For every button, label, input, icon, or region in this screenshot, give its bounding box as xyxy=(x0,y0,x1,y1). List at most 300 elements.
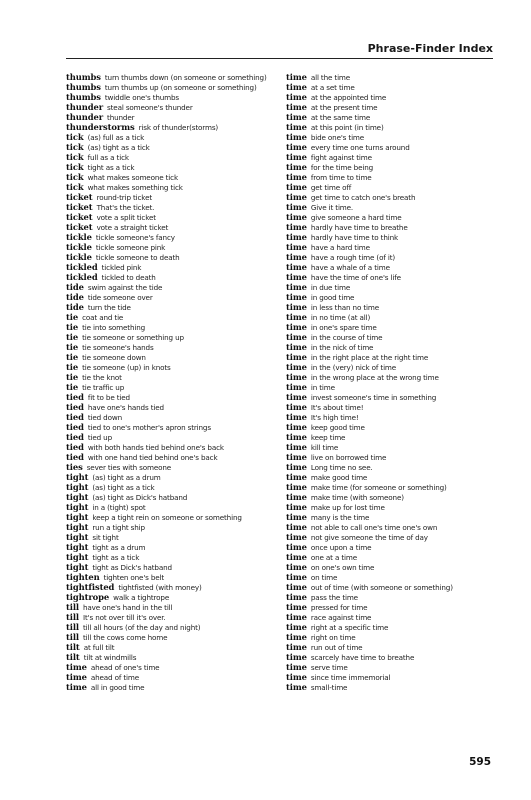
entry-phrase: race against time xyxy=(310,613,372,622)
entry-keyword: tighten xyxy=(66,572,100,582)
index-entry xyxy=(66,152,282,162)
index-entry xyxy=(286,622,494,632)
entry-phrase: in due time xyxy=(310,283,351,292)
entry-keyword: tight xyxy=(66,532,89,542)
entry-keyword: till xyxy=(66,602,80,612)
entry-keyword: time xyxy=(286,402,307,412)
index-entry xyxy=(66,522,282,532)
index-entry xyxy=(66,382,282,392)
entry-keyword: time xyxy=(286,152,307,162)
index-entry xyxy=(286,292,494,302)
entry-keyword: time xyxy=(286,232,307,242)
entry-keyword: time xyxy=(286,552,307,562)
index-entry xyxy=(66,252,282,262)
index-entry xyxy=(66,662,282,672)
entry-keyword: time xyxy=(286,532,307,542)
entry-keyword: ties xyxy=(66,462,83,472)
entry-keyword: tie xyxy=(66,312,79,322)
entry-phrase: right on time xyxy=(310,633,356,642)
index-entry xyxy=(286,632,494,642)
entry-phrase: ahead of one's time xyxy=(90,663,160,672)
entry-phrase: pass the time xyxy=(310,593,358,602)
entry-phrase: fit to be tied xyxy=(87,393,130,402)
entry-keyword: tickle xyxy=(66,252,92,262)
index-entry xyxy=(66,72,282,82)
entry-phrase: make time (with someone) xyxy=(310,493,404,502)
index-entry xyxy=(66,562,282,572)
entry-keyword: time xyxy=(286,102,307,112)
entry-phrase: with one hand tied behind one's back xyxy=(87,453,218,462)
index-entry xyxy=(66,292,282,302)
entry-keyword: tight xyxy=(66,522,89,532)
entry-keyword: tie xyxy=(66,332,79,342)
index-entry xyxy=(66,622,282,632)
index-entry xyxy=(286,392,494,402)
entry-phrase: have one's hand in the till xyxy=(83,603,173,612)
entry-keyword: tilt xyxy=(66,652,80,662)
entry-phrase: tie someone down xyxy=(82,353,146,362)
index-entry xyxy=(66,112,282,122)
entry-keyword: tied xyxy=(66,412,84,422)
entry-keyword: ticket xyxy=(66,192,93,202)
index-entry xyxy=(66,222,282,232)
entry-keyword: time xyxy=(286,192,307,202)
entry-keyword: time xyxy=(286,612,307,622)
index-entry xyxy=(286,522,494,532)
entry-phrase: at the appointed time xyxy=(310,93,387,102)
entry-phrase: right at a specific time xyxy=(310,623,389,632)
entry-keyword: time xyxy=(286,132,307,142)
index-entry xyxy=(286,402,494,412)
entry-keyword: time xyxy=(286,252,307,262)
entry-keyword: thumbs xyxy=(66,82,101,92)
entry-keyword: time xyxy=(286,292,307,302)
index-entry xyxy=(66,302,282,312)
index-entry xyxy=(286,102,494,112)
index-entry xyxy=(286,262,494,272)
index-entry xyxy=(66,442,282,452)
entry-phrase: tickled pink xyxy=(101,263,142,272)
entry-keyword: time xyxy=(286,372,307,382)
index-entry xyxy=(286,172,494,182)
entry-keyword: tight xyxy=(66,492,89,502)
entry-keyword: tickled xyxy=(66,262,98,272)
entry-phrase: tie into something xyxy=(82,323,146,332)
index-entry xyxy=(66,672,282,682)
entry-keyword: time xyxy=(286,392,307,402)
entry-keyword: thunder xyxy=(66,102,104,112)
index-entry xyxy=(286,242,494,252)
entry-phrase: (as) tight as a drum xyxy=(92,473,161,482)
index-entry xyxy=(286,212,494,222)
entry-keyword: thunder xyxy=(66,112,104,122)
index-entry xyxy=(66,342,282,352)
entry-phrase: make time (for someone or something) xyxy=(310,483,447,492)
index-entry xyxy=(286,142,494,152)
entry-keyword: time xyxy=(286,452,307,462)
entry-keyword: time xyxy=(286,112,307,122)
index-entry xyxy=(286,252,494,262)
entry-phrase: tie someone (up) in knots xyxy=(82,363,171,372)
index-entry xyxy=(66,472,282,482)
entry-phrase: have a whale of a time xyxy=(310,263,390,272)
entry-phrase: make good time xyxy=(310,473,368,482)
index-entry xyxy=(286,672,494,682)
entry-phrase: out of time (with someone or something) xyxy=(310,583,453,592)
index-entry xyxy=(66,202,282,212)
entry-phrase: tighten one's belt xyxy=(103,573,165,582)
entry-phrase: coat and tie xyxy=(82,313,124,322)
entry-phrase: hardly have time to think xyxy=(310,233,399,242)
index-entry xyxy=(286,192,494,202)
index-entry xyxy=(66,592,282,602)
entry-phrase: tickle someone pink xyxy=(95,243,166,252)
index-entry xyxy=(286,352,494,362)
header-divider xyxy=(66,58,493,59)
entry-keyword: thumbs xyxy=(66,92,101,102)
index-entry xyxy=(66,282,282,292)
index-entry xyxy=(66,542,282,552)
entry-keyword: time xyxy=(286,142,307,152)
entry-keyword: tightfisted xyxy=(66,582,115,592)
entry-keyword: time xyxy=(286,362,307,372)
entry-phrase: one at a time xyxy=(310,553,357,562)
index-entry xyxy=(286,592,494,602)
index-entry xyxy=(66,452,282,462)
entry-phrase: fight against time xyxy=(310,153,372,162)
entry-phrase: invest someone's time in something xyxy=(310,393,437,402)
entry-keyword: tide xyxy=(66,282,84,292)
entry-keyword: time xyxy=(286,442,307,452)
index-entry xyxy=(286,542,494,552)
entry-phrase: every time one turns around xyxy=(310,143,410,152)
entry-phrase: tied up xyxy=(87,433,112,442)
entry-keyword: time xyxy=(286,302,307,312)
index-entry xyxy=(286,382,494,392)
index-entry xyxy=(286,72,494,82)
entry-keyword: time xyxy=(286,342,307,352)
entry-keyword: tide xyxy=(66,302,84,312)
entry-keyword: time xyxy=(286,672,307,682)
entry-phrase: tickle someone to death xyxy=(95,253,180,262)
entry-keyword: tick xyxy=(66,132,84,142)
page-number: 595 xyxy=(469,756,491,768)
entry-phrase: get time off xyxy=(310,183,352,192)
running-head-title: Phrase-Finder Index xyxy=(367,42,493,55)
index-entry xyxy=(286,312,494,322)
entry-phrase: tide someone over xyxy=(87,293,153,302)
entry-phrase: at this point (in time) xyxy=(310,123,384,132)
entry-keyword: time xyxy=(286,122,307,132)
entry-phrase: make up for lost time xyxy=(310,503,385,512)
entry-phrase: tight as a drum xyxy=(92,543,146,552)
entry-phrase: Give it time. xyxy=(310,203,354,212)
index-entry xyxy=(286,482,494,492)
index-entry xyxy=(286,272,494,282)
index-entry xyxy=(286,92,494,102)
entry-keyword: time xyxy=(286,322,307,332)
index-entry xyxy=(286,332,494,342)
index-entry xyxy=(66,142,282,152)
index-entry xyxy=(286,572,494,582)
entry-phrase: run out of time xyxy=(310,643,363,652)
entry-keyword: time xyxy=(286,92,307,102)
entry-phrase: swim against the tide xyxy=(87,283,163,292)
entry-keyword: time xyxy=(286,462,307,472)
index-entry xyxy=(66,482,282,492)
entry-keyword: time xyxy=(66,682,87,692)
index-entry xyxy=(286,432,494,442)
entry-phrase: in no time (at all) xyxy=(310,313,371,322)
index-entry xyxy=(286,362,494,372)
entry-phrase: at the same time xyxy=(310,113,371,122)
entry-phrase: (as) tight as a tick xyxy=(87,143,150,152)
entry-keyword: time xyxy=(286,602,307,612)
entry-keyword: tight xyxy=(66,512,89,522)
index-entry xyxy=(66,602,282,612)
entry-phrase: keep time xyxy=(310,433,346,442)
entry-keyword: tied xyxy=(66,402,84,412)
entry-keyword: time xyxy=(286,512,307,522)
entry-phrase: in the course of time xyxy=(310,333,383,342)
entry-keyword: time xyxy=(286,642,307,652)
entry-keyword: ticket xyxy=(66,202,93,212)
entry-phrase: round-trip ticket xyxy=(96,193,153,202)
entry-phrase: vote a straight ticket xyxy=(96,223,169,232)
entry-keyword: tick xyxy=(66,162,84,172)
entry-keyword: tie xyxy=(66,322,79,332)
entry-phrase: turn thumbs up (on someone or something) xyxy=(104,83,257,92)
entry-keyword: time xyxy=(286,662,307,672)
entry-keyword: tied xyxy=(66,422,84,432)
index-entry xyxy=(286,322,494,332)
entry-phrase: (as) full as a tick xyxy=(87,133,145,142)
entry-phrase: have a hard time xyxy=(310,243,370,252)
entry-keyword: till xyxy=(66,632,80,642)
index-entry xyxy=(66,232,282,242)
entry-phrase: in the wrong place at the wrong time xyxy=(310,373,439,382)
entry-phrase: in the nick of time xyxy=(310,343,374,352)
entry-phrase: what makes something tick xyxy=(87,183,183,192)
entry-phrase: till all hours (of the day and night) xyxy=(83,623,201,632)
entry-phrase: sever ties with someone xyxy=(86,463,172,472)
entry-keyword: tight xyxy=(66,542,89,552)
index-column-right xyxy=(286,72,494,692)
index-entry xyxy=(286,532,494,542)
index-entry xyxy=(286,652,494,662)
index-entry xyxy=(286,422,494,432)
entry-phrase: tightfisted (with money) xyxy=(118,583,202,592)
entry-phrase: give someone a hard time xyxy=(310,213,402,222)
index-entry xyxy=(286,222,494,232)
entry-keyword: time xyxy=(66,662,87,672)
index-entry xyxy=(286,162,494,172)
index-entry xyxy=(66,392,282,402)
entry-keyword: tight xyxy=(66,562,89,572)
index-entry xyxy=(286,282,494,292)
entry-keyword: tight xyxy=(66,472,89,482)
entry-keyword: tick xyxy=(66,182,84,192)
entry-phrase: all the time xyxy=(310,73,351,82)
entry-keyword: time xyxy=(286,332,307,342)
index-entry xyxy=(66,162,282,172)
index-entry xyxy=(286,302,494,312)
entry-phrase: in the right place at the right time xyxy=(310,353,429,362)
entry-phrase: tie the knot xyxy=(82,373,122,382)
index-entry xyxy=(286,372,494,382)
index-entry xyxy=(66,552,282,562)
entry-phrase: tilt at windmills xyxy=(83,653,137,662)
entry-keyword: tie xyxy=(66,362,79,372)
index-entry xyxy=(66,182,282,192)
index-entry xyxy=(66,352,282,362)
entry-phrase: since time immemorial xyxy=(310,673,391,682)
entry-phrase: tight as a tick xyxy=(87,163,135,172)
index-entry xyxy=(286,582,494,592)
index-entry xyxy=(66,432,282,442)
entry-phrase: keep a tight rein on someone or something xyxy=(92,513,242,522)
index-entry xyxy=(66,652,282,662)
entry-keyword: time xyxy=(286,502,307,512)
entry-keyword: tide xyxy=(66,292,84,302)
entry-keyword: time xyxy=(286,522,307,532)
entry-keyword: time xyxy=(286,582,307,592)
index-entry xyxy=(66,172,282,182)
entry-keyword: time xyxy=(286,432,307,442)
entry-keyword: time xyxy=(286,412,307,422)
entry-keyword: till xyxy=(66,612,80,622)
entry-keyword: time xyxy=(286,382,307,392)
entry-phrase: with both hands tied behind one's back xyxy=(87,443,224,452)
index-entry xyxy=(66,372,282,382)
entry-keyword: time xyxy=(286,182,307,192)
entry-phrase: It's high time! xyxy=(310,413,359,422)
entry-phrase: kill time xyxy=(310,443,339,452)
index-entry xyxy=(286,182,494,192)
entry-phrase: sit tight xyxy=(92,533,119,542)
index-entry xyxy=(66,122,282,132)
index-entry xyxy=(66,322,282,332)
entry-keyword: tick xyxy=(66,172,84,182)
entry-keyword: time xyxy=(286,632,307,642)
entry-phrase: not able to call one's time one's own xyxy=(310,523,438,532)
entry-phrase: (as) tight as a tick xyxy=(92,483,155,492)
entry-phrase: for the time being xyxy=(310,163,374,172)
index-entry xyxy=(66,532,282,542)
entry-phrase: steal someone's thunder xyxy=(107,103,193,112)
entry-phrase: ahead of time xyxy=(90,673,139,682)
entry-phrase: twiddle one's thumbs xyxy=(104,93,180,102)
entry-phrase: run a tight ship xyxy=(92,523,145,532)
index-entry xyxy=(66,412,282,422)
index-entry xyxy=(286,202,494,212)
entry-phrase: in time xyxy=(310,383,335,392)
entry-keyword: time xyxy=(286,542,307,552)
entry-keyword: time xyxy=(286,482,307,492)
index-entry xyxy=(66,92,282,102)
entry-keyword: time xyxy=(286,312,307,322)
index-entry xyxy=(66,492,282,502)
index-entry xyxy=(286,512,494,522)
index-entry xyxy=(66,682,282,692)
entry-keyword: time xyxy=(286,562,307,572)
index-entry xyxy=(286,462,494,472)
entry-phrase: get time to catch one's breath xyxy=(310,193,416,202)
index-entry xyxy=(286,442,494,452)
entry-keyword: tickle xyxy=(66,232,92,242)
index-entry xyxy=(286,232,494,242)
entry-phrase: have the time of one's life xyxy=(310,273,401,282)
entry-phrase: in good time xyxy=(310,293,355,302)
entry-keyword: tight xyxy=(66,502,89,512)
entry-keyword: time xyxy=(286,272,307,282)
entry-phrase: It's about time! xyxy=(310,403,364,412)
entry-keyword: time xyxy=(286,282,307,292)
index-entry xyxy=(66,632,282,642)
entry-keyword: time xyxy=(286,622,307,632)
index-entry xyxy=(286,492,494,502)
entry-phrase: have a rough time (of it) xyxy=(310,253,396,262)
entry-phrase: pressed for time xyxy=(310,603,368,612)
entry-keyword: tightrope xyxy=(66,592,110,602)
index-entry xyxy=(66,262,282,272)
entry-phrase: turn the tide xyxy=(87,303,131,312)
entry-keyword: time xyxy=(286,492,307,502)
entry-keyword: time xyxy=(286,162,307,172)
index-entry xyxy=(66,612,282,622)
entry-phrase: scarcely have time to breathe xyxy=(310,653,415,662)
entry-keyword: time xyxy=(286,572,307,582)
index-entry xyxy=(286,452,494,462)
entry-phrase: tie someone's hands xyxy=(82,343,154,352)
entry-keyword: time xyxy=(286,472,307,482)
entry-keyword: tight xyxy=(66,482,89,492)
entry-keyword: time xyxy=(66,672,87,682)
entry-phrase: walk a tightrope xyxy=(113,593,170,602)
index-entry xyxy=(66,502,282,512)
index-entry xyxy=(66,512,282,522)
entry-keyword: tie xyxy=(66,382,79,392)
entry-phrase: small-time xyxy=(310,683,348,692)
index-entry xyxy=(66,192,282,202)
entry-phrase: hardly have time to breathe xyxy=(310,223,408,232)
entry-keyword: tick xyxy=(66,152,84,162)
entry-phrase: bide one's time xyxy=(310,133,365,142)
index-entry xyxy=(66,102,282,112)
entry-keyword: tied xyxy=(66,452,84,462)
index-entry xyxy=(286,82,494,92)
entry-keyword: thumbs xyxy=(66,72,101,82)
entry-keyword: tickled xyxy=(66,272,98,282)
entry-keyword: time xyxy=(286,682,307,692)
entry-phrase: tickle someone's fancy xyxy=(95,233,175,242)
index-entry xyxy=(66,242,282,252)
entry-phrase: from time to time xyxy=(310,173,372,182)
entry-keyword: tie xyxy=(66,342,79,352)
entry-phrase: tickled to death xyxy=(101,273,156,282)
entry-phrase: in less than no time xyxy=(310,303,379,312)
index-entry xyxy=(66,332,282,342)
index-entry xyxy=(286,152,494,162)
entry-keyword: time xyxy=(286,82,307,92)
entry-phrase: serve time xyxy=(310,663,348,672)
entry-keyword: till xyxy=(66,622,80,632)
index-entry xyxy=(286,602,494,612)
index-entry xyxy=(66,82,282,92)
index-entry xyxy=(286,412,494,422)
entry-keyword: time xyxy=(286,172,307,182)
entry-keyword: time xyxy=(286,242,307,252)
